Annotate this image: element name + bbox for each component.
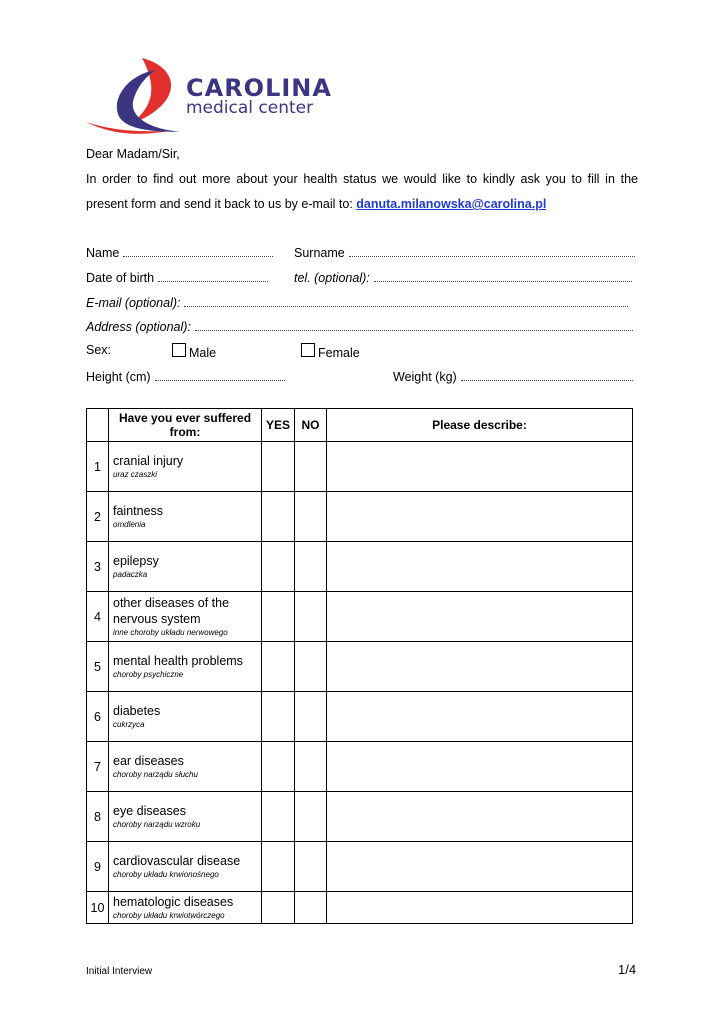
female-label: Female xyxy=(318,346,360,360)
yes-cell[interactable] xyxy=(262,792,295,842)
no-cell[interactable] xyxy=(295,692,327,742)
table-row xyxy=(87,592,633,642)
female-option[interactable] xyxy=(301,343,360,360)
header-describe: Please describe: xyxy=(327,409,633,442)
condition-cell xyxy=(109,442,262,492)
condition-translation: choroby układu krwionośnego xyxy=(113,870,219,879)
describe-cell[interactable] xyxy=(327,492,633,542)
yes-cell[interactable] xyxy=(262,442,295,492)
surname-label: Surname xyxy=(294,246,345,260)
dob-field[interactable] xyxy=(86,269,268,285)
greeting: Dear Madam/Sir, xyxy=(86,147,180,161)
table-row xyxy=(87,542,633,592)
condition-name: diabetes xyxy=(113,704,161,718)
table-row xyxy=(87,642,633,692)
table-row xyxy=(87,742,633,792)
condition-name: hematologic diseases xyxy=(113,895,234,909)
table-row xyxy=(87,692,633,742)
height-field[interactable] xyxy=(86,368,285,384)
describe-cell[interactable] xyxy=(327,542,633,592)
no-cell[interactable] xyxy=(295,642,327,692)
condition-cell xyxy=(109,542,262,592)
row-number: 6 xyxy=(87,692,109,742)
condition-translation: uraz czaszki xyxy=(113,470,158,479)
surname-field[interactable] xyxy=(294,244,635,260)
yes-cell[interactable] xyxy=(262,842,295,892)
condition-name: ear diseases xyxy=(113,754,184,768)
address-label: Address (optional): xyxy=(86,320,191,334)
header-yes: YES xyxy=(262,409,295,442)
condition-name: faintness xyxy=(113,504,164,518)
name-field[interactable] xyxy=(86,244,273,260)
table-row xyxy=(87,892,633,924)
table-row xyxy=(87,492,633,542)
condition-cell xyxy=(109,592,262,642)
describe-cell[interactable] xyxy=(327,692,633,742)
no-cell[interactable] xyxy=(295,442,327,492)
email-label: E-mail (optional): xyxy=(86,296,181,310)
table-row xyxy=(87,842,633,892)
condition-translation: choroby narządu słuchu xyxy=(113,770,198,779)
male-option[interactable] xyxy=(172,343,216,360)
male-checkbox[interactable] xyxy=(172,343,186,357)
condition-cell xyxy=(109,692,262,742)
row-number: 2 xyxy=(87,492,109,542)
condition-name: cardiovascular disease xyxy=(113,854,241,868)
health-questionnaire-table xyxy=(86,408,633,924)
condition-name: mental health problems xyxy=(113,654,243,668)
no-cell[interactable] xyxy=(295,742,327,792)
condition-cell xyxy=(109,742,262,792)
tel-label: tel. (optional): xyxy=(294,271,370,285)
intro-paragraph xyxy=(86,167,638,217)
no-cell[interactable] xyxy=(295,842,327,892)
condition-translation: omdlenia xyxy=(113,520,146,529)
page-number: 1/4 xyxy=(618,962,637,977)
yes-cell[interactable] xyxy=(262,592,295,642)
logo-subtitle: medical center xyxy=(186,98,314,118)
email-field[interactable] xyxy=(86,294,628,310)
table-row xyxy=(87,792,633,842)
condition-cell xyxy=(109,492,262,542)
describe-cell[interactable] xyxy=(327,842,633,892)
address-field[interactable] xyxy=(86,318,633,334)
weight-label: Weight (kg) xyxy=(393,370,457,384)
yes-cell[interactable] xyxy=(262,892,295,924)
email-input-line[interactable] xyxy=(184,294,628,307)
row-number: 10 xyxy=(87,892,109,924)
footer-title: Initial Interview xyxy=(86,966,153,977)
yes-cell[interactable] xyxy=(262,692,295,742)
address-input-line[interactable] xyxy=(195,318,633,331)
header-question: Have you ever suffered from: xyxy=(109,409,262,442)
tel-input-line[interactable] xyxy=(374,269,632,282)
describe-cell[interactable] xyxy=(327,742,633,792)
condition-name: cranial injury xyxy=(113,454,184,468)
condition-translation: choroby psychiczne xyxy=(113,670,184,679)
header-no: NO xyxy=(295,409,327,442)
condition-name: epilepsy xyxy=(113,554,159,568)
yes-cell[interactable] xyxy=(262,642,295,692)
condition-cell xyxy=(109,642,262,692)
female-checkbox[interactable] xyxy=(301,343,315,357)
row-number: 8 xyxy=(87,792,109,842)
weight-input-line[interactable] xyxy=(461,368,633,381)
condition-name: eye diseases xyxy=(113,804,186,818)
sex-label-field xyxy=(86,343,111,357)
row-number: 1 xyxy=(87,442,109,492)
condition-translation: inne choroby układu nerwowego xyxy=(113,628,228,637)
weight-field[interactable] xyxy=(393,368,633,384)
male-label: Male xyxy=(189,346,217,360)
yes-cell[interactable] xyxy=(262,742,295,792)
contact-email-link[interactable]: danuta.milanowska@carolina.pl xyxy=(356,197,547,211)
table-row xyxy=(87,442,633,492)
surname-input-line[interactable] xyxy=(349,244,635,257)
height-label: Height (cm) xyxy=(86,370,151,384)
describe-cell[interactable] xyxy=(327,892,633,924)
condition-translation: cukrzyca xyxy=(113,720,145,729)
dob-input-line[interactable] xyxy=(158,269,268,282)
row-number: 7 xyxy=(87,742,109,792)
logo-title: CAROLINA xyxy=(186,74,332,102)
yes-cell[interactable] xyxy=(262,542,295,592)
condition-cell xyxy=(109,892,262,924)
row-number: 9 xyxy=(87,842,109,892)
row-number: 4 xyxy=(87,592,109,642)
tel-field[interactable] xyxy=(294,269,632,285)
describe-cell[interactable] xyxy=(327,592,633,642)
describe-cell[interactable] xyxy=(327,792,633,842)
no-cell[interactable] xyxy=(295,492,327,542)
no-cell[interactable] xyxy=(295,792,327,842)
condition-translation: padaczka xyxy=(113,570,148,579)
condition-cell xyxy=(109,792,262,842)
no-cell[interactable] xyxy=(295,892,327,924)
height-input-line[interactable] xyxy=(155,368,285,381)
condition-translation: choroby narządu wzroku xyxy=(113,820,201,829)
row-number: 5 xyxy=(87,642,109,692)
sex-label: Sex: xyxy=(86,343,112,357)
name-input-line[interactable] xyxy=(123,244,273,257)
condition-translation: choroby układu krwiotwórczego xyxy=(113,911,225,920)
intro-text: In order to find out more about your health status we would like to kindly ask you to fill in the present form and send it back to us by e-mail to: xyxy=(86,172,638,211)
header-number xyxy=(87,409,109,442)
describe-cell[interactable] xyxy=(327,442,633,492)
condition-cell xyxy=(109,842,262,892)
yes-cell[interactable] xyxy=(262,492,295,542)
no-cell[interactable] xyxy=(295,592,327,642)
describe-cell[interactable] xyxy=(327,642,633,692)
row-number: 3 xyxy=(87,542,109,592)
name-label: Name xyxy=(86,246,120,260)
dob-label: Date of birth xyxy=(86,271,155,285)
condition-name: other diseases of the nervous system xyxy=(113,596,230,626)
table-header-row xyxy=(87,409,633,442)
no-cell[interactable] xyxy=(295,542,327,592)
